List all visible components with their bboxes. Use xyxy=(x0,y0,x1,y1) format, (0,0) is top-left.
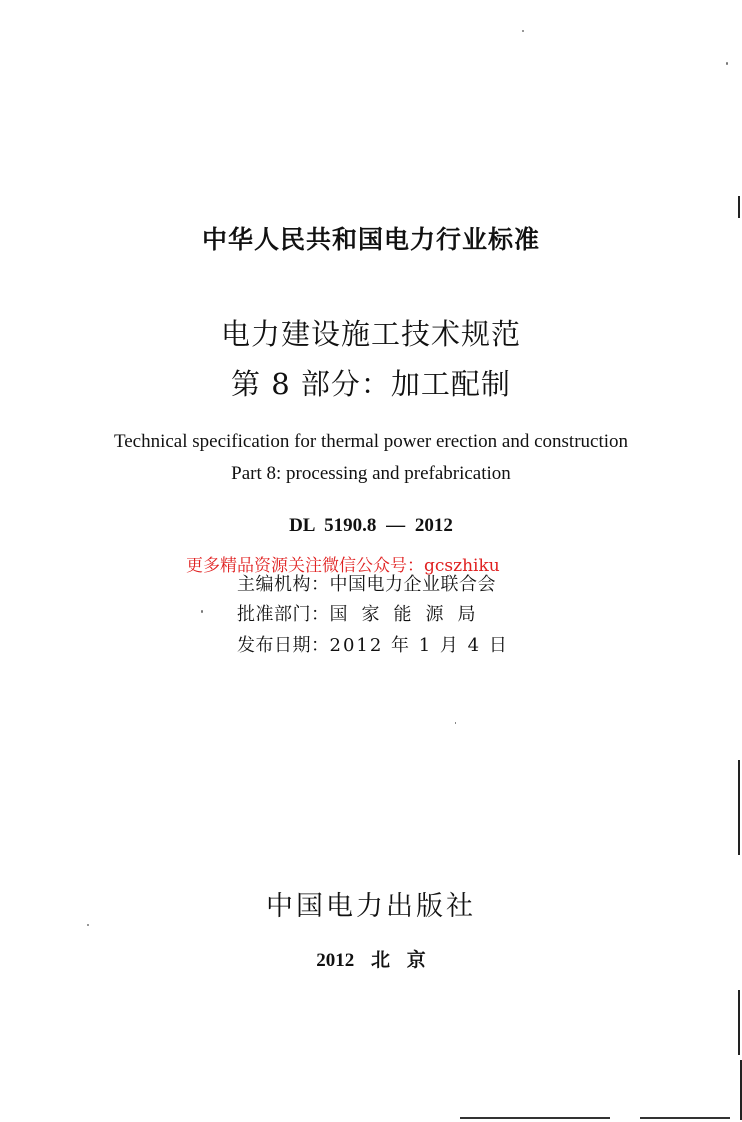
scan-speck xyxy=(522,30,524,32)
scan-edge-line xyxy=(738,990,740,1055)
title-chinese-line-1: 电力建设施工技术规范 xyxy=(220,317,521,351)
watermark-text: 更多精品资源关注微信公众号：gcszhiku xyxy=(186,556,500,576)
title-english-line-2: Part 8: processing and prefabrication xyxy=(231,463,511,484)
meta-approver-value: 国家能源局 xyxy=(329,604,490,625)
scan-speck xyxy=(455,722,456,724)
scan-speck xyxy=(726,62,728,65)
meta-approver-label: 批准部门： xyxy=(237,604,330,625)
scan-speck xyxy=(201,610,203,613)
meta-approver-row xyxy=(237,600,490,626)
meta-date-value: 2012 年 1 月 4 日 xyxy=(329,635,509,656)
scan-bottom-line xyxy=(640,1117,730,1119)
standard-code: DL 5190.8 — 2012 xyxy=(289,515,453,536)
publication-place-year: 2012 北 京 xyxy=(316,950,426,971)
title-chinese-line-2: 第 8 部分：加工配制 xyxy=(231,367,511,401)
scan-bottom-line xyxy=(460,1117,610,1119)
meta-date-row xyxy=(237,631,509,657)
meta-editor-value: 中国电力企业联合会 xyxy=(329,574,496,595)
title-english-line-1: Technical specification for thermal power erection and construction xyxy=(113,431,629,452)
publisher-name: 中国电力出版社 xyxy=(266,891,476,922)
meta-editor-label: 主编机构： xyxy=(237,574,330,595)
standard-category: 中华人民共和国电力行业标准 xyxy=(201,225,540,254)
scan-speck xyxy=(87,924,89,926)
meta-date-label: 发布日期： xyxy=(237,635,330,656)
scan-edge-line xyxy=(738,760,740,855)
scan-edge-line xyxy=(738,196,740,218)
